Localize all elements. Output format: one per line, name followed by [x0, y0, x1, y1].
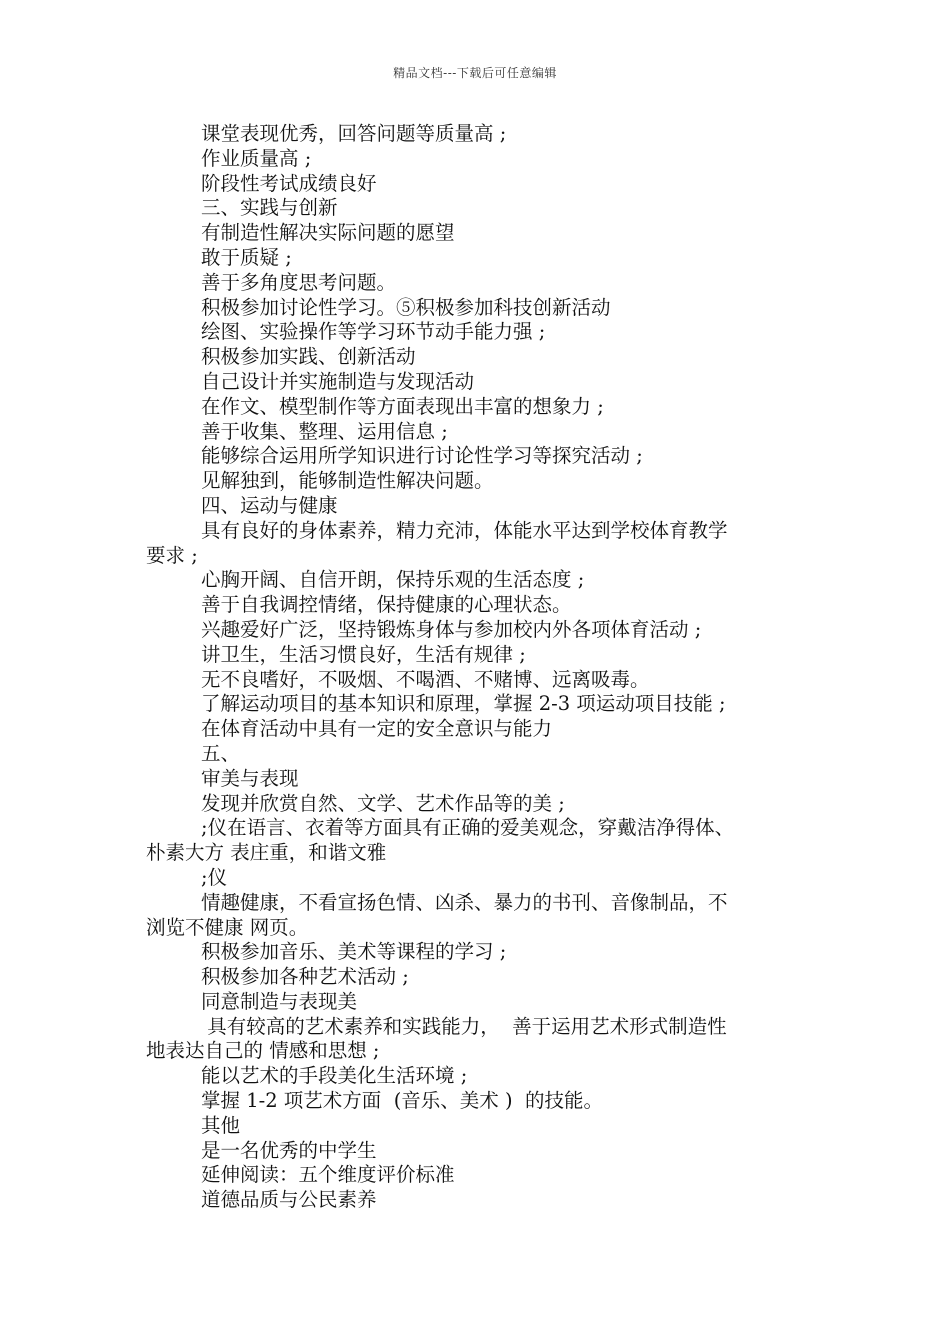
text-line: 同意制造与表现美 — [201, 989, 358, 1013]
text-line: 五、 — [201, 741, 241, 765]
text-line: 积极参加实践、创新活动 — [201, 345, 416, 369]
text-line: 三、实践与创新 — [201, 196, 338, 220]
text-line: 积极参加讨论性学习。⑤积极参加科技创新活动 — [201, 295, 611, 319]
text-line: 无不良嗜好，不吸烟、不喝酒、不赌博、远离吸毒。 — [201, 667, 650, 691]
text-line: 掌握 1-2 项艺术方面 (音乐、美术 ) 的技能。 — [201, 1089, 604, 1113]
text-line: 是一名优秀的中学生 — [201, 1138, 377, 1162]
text-line: 要求 ; — [146, 543, 198, 567]
text-line: ;仪 — [201, 865, 228, 889]
text-line: 地表达自己的 情感和思想 ; — [146, 1039, 380, 1063]
text-line: 在体育活动中具有一定的安全意识与能力 — [201, 717, 553, 741]
text-line: 心胸开阔、自信开朗，保持乐观的生活态度 ; — [201, 568, 585, 592]
text-line: 延伸阅读：五个维度评价标准 — [201, 1163, 455, 1187]
text-line: 发现并欣赏自然、文学、艺术作品等的美 ; — [201, 791, 565, 815]
document-body — [146, 122, 826, 1213]
text-line: 四、运动与健康 — [201, 493, 338, 517]
text-line: 课堂表现优秀，回答问题等质量高 ; — [201, 122, 507, 145]
page-header: 精品文档---下载后可任意编辑 — [393, 66, 557, 80]
text-line: 道德品质与公民素养 — [201, 1188, 377, 1212]
text-line: 了解运动项目的基本知识和原理，掌握 2-3 项运动项目技能 ; — [201, 692, 726, 716]
text-line: 具有较高的艺术素养和实践能力， 善于运用艺术形式制造性 — [201, 1014, 727, 1038]
text-line: 善于多角度思考问题。 — [201, 270, 397, 294]
text-line: 见解独到，能够制造性解决问题。 — [201, 469, 494, 493]
text-line: 有制造性解决实际问题的愿望 — [201, 221, 455, 245]
text-line: 其他 — [201, 1113, 241, 1137]
text-line: 阶段性考试成绩良好 — [201, 171, 377, 195]
text-line: 能够综合运用所学知识进行讨论性学习等探究活动 ; — [201, 444, 643, 468]
text-line: 具有良好的身体素养，精力充沛，体能水平达到学校体育教学 — [201, 518, 728, 542]
text-line: 绘图、实验操作等学习环节动手能力强 ; — [201, 320, 546, 344]
text-line: 积极参加各种艺术活动 ; — [201, 965, 409, 989]
text-line: 朴素大方 表庄重，和谐文雅 — [146, 841, 387, 865]
text-line: ;仪在语言、衣着等方面具有正确的爱美观念，穿戴洁净得体、 — [201, 816, 735, 840]
text-line: 善于收集、整理、运用信息 ; — [201, 419, 448, 443]
text-line: 能以艺术的手段美化生活环境 ; — [201, 1064, 468, 1088]
text-line: 作业质量高 ; — [201, 146, 312, 170]
text-line: 善于自我调控情绪，保持健康的心理状态。 — [201, 593, 572, 617]
text-line: 自己设计并实施制造与发现活动 — [201, 369, 475, 393]
text-line: 兴趣爱好广泛，坚持锻炼身体与参加校内外各项体育活动 ; — [201, 617, 702, 641]
text-line: 在作文、模型制作等方面表现出丰富的想象力 ; — [201, 394, 604, 418]
text-line: 审美与表现 — [201, 766, 299, 790]
text-line: 浏览不健康 网页。 — [146, 915, 309, 939]
text-line: 讲卫生，生活习惯良好，生活有规律 ; — [201, 642, 526, 666]
text-line: 敢于质疑 ; — [201, 245, 292, 269]
text-line: 积极参加音乐、美术等课程的学习 ; — [201, 940, 507, 964]
text-line: 情趣健康，不看宣扬色情、凶杀、暴力的书刊、音像制品，不 — [201, 890, 728, 914]
